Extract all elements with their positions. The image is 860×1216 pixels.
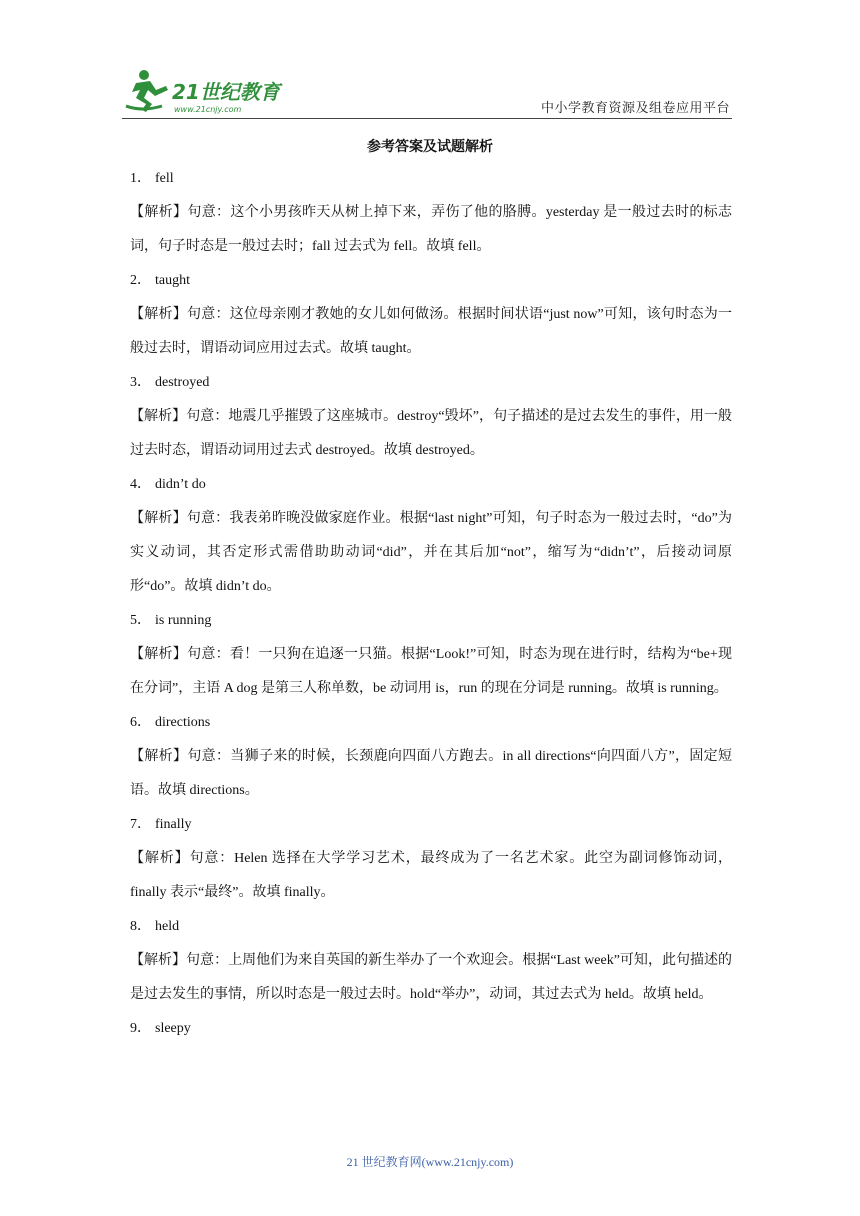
analysis-text: 句意：当狮子来的时候，长颈鹿向四面八方跑去。in all directions“向四面八方”，固定短语。故填 directions。 — [130, 749, 732, 798]
analysis-paragraph — [130, 502, 732, 604]
answer-text: finally — [155, 817, 192, 832]
question-answer — [130, 604, 732, 638]
question-answer — [130, 264, 732, 298]
page-title: 参考答案及试题解析 — [367, 140, 493, 155]
question-answer — [130, 162, 732, 196]
question-number: 5． — [130, 613, 151, 628]
question-number: 6． — [130, 715, 151, 730]
answer-text: destroyed — [155, 375, 210, 390]
page-header — [0, 0, 860, 125]
analysis-tag: 【解析】 — [130, 307, 187, 322]
question-answer — [130, 808, 732, 842]
analysis-text: 句意：我表弟昨晚没做家庭作业。根据“last night”可知，句子时态为一般过去时，“do”为实义动词，其否定形式需借助助动词“did”，并在其后加“not”，缩写为“didn’t”，后接动词原形“do”。故填 didn’t do。 — [130, 511, 732, 594]
svg-text:www.21cnjy.com: www.21cnjy.com — [174, 105, 242, 114]
logo — [122, 66, 292, 118]
header-divider — [122, 118, 732, 119]
analysis-tag: 【解析】 — [130, 749, 188, 764]
analysis-tag: 【解析】 — [130, 409, 187, 424]
question-number: 2． — [130, 273, 151, 288]
answer-text: is running — [155, 613, 212, 628]
question-answer — [130, 706, 732, 740]
question-answer — [130, 1012, 732, 1046]
question-number: 9． — [130, 1021, 151, 1036]
analysis-paragraph — [130, 400, 732, 468]
analysis-text: 句意：这位母亲刚才教她的女儿如何做汤。根据时间状语“just now”可知，该句时态为一般过去时，谓语动词应用过去式。故填 taught。 — [130, 307, 732, 356]
answer-text: directions — [155, 715, 211, 730]
analysis-paragraph — [130, 740, 732, 808]
question-number: 4． — [130, 477, 151, 492]
analysis-text: 句意：上周他们为来自英国的新生举办了一个欢迎会。根据“Last week”可知，此句描述的是过去发生的事情，所以时态是一般过去时。hold“举办”，动词，其过去式为 held。故填 held。 — [130, 953, 732, 1002]
answer-text: sleepy — [155, 1021, 191, 1036]
analysis-text: 句意：Helen 选择在大学学习艺术，最终成为了一名艺术家。此空为副词修饰动词，finally 表示“最终”。故填 finally。 — [130, 851, 732, 900]
analysis-tag: 【解析】 — [130, 511, 187, 526]
analysis-text: 句意：看！一只狗在追逐一只猫。根据“Look!”可知，时态为现在进行时，结构为“be+现在分词”，主语 A dog 是第三人称单数，be 动词用 is，run 的现在分词是 running。故填 is running。 — [130, 647, 733, 696]
analysis-paragraph — [130, 842, 732, 910]
question-answer — [130, 468, 732, 502]
analysis-text: 句意：这个小男孩昨天从树上掉下来，弄伤了他的胳膊。yesterday 是一般过去时的标志词，句子时态是一般过去时；fall 过去式为 fell。故填 fell。 — [130, 205, 733, 254]
analysis-paragraph — [130, 944, 732, 1012]
question-number: 1． — [130, 171, 151, 186]
analysis-tag: 【解析】 — [130, 647, 188, 662]
runner-logo-icon — [122, 66, 292, 118]
answer-text: didn’t do — [155, 477, 206, 492]
svg-text:21世纪教育: 21世纪教育 — [172, 80, 280, 104]
answer-list — [130, 162, 732, 1046]
question-number: 3． — [130, 375, 151, 390]
analysis-paragraph — [130, 196, 732, 264]
question-answer — [130, 910, 732, 944]
page-footer: 21 世纪教育网(www.21cnjy.com) — [346, 1155, 514, 1169]
analysis-text: 句意：地震几乎摧毁了这座城市。destroy“毁坏”，句子描述的是过去发生的事件，用一般过去时态，谓语动词用过去式 destroyed。故填 destroyed。 — [130, 409, 733, 458]
analysis-tag: 【解析】 — [130, 205, 188, 220]
analysis-tag: 【解析】 — [130, 953, 187, 968]
analysis-paragraph — [130, 298, 732, 366]
analysis-tag: 【解析】 — [130, 851, 190, 866]
answer-text: fell — [155, 171, 174, 186]
answer-text: taught — [155, 273, 190, 288]
question-number: 7． — [130, 817, 151, 832]
question-answer — [130, 366, 732, 400]
question-number: 8． — [130, 919, 151, 934]
analysis-paragraph — [130, 638, 732, 706]
platform-name: 中小学教育资源及组卷应用平台 — [540, 100, 730, 115]
answer-text: held — [155, 919, 180, 934]
